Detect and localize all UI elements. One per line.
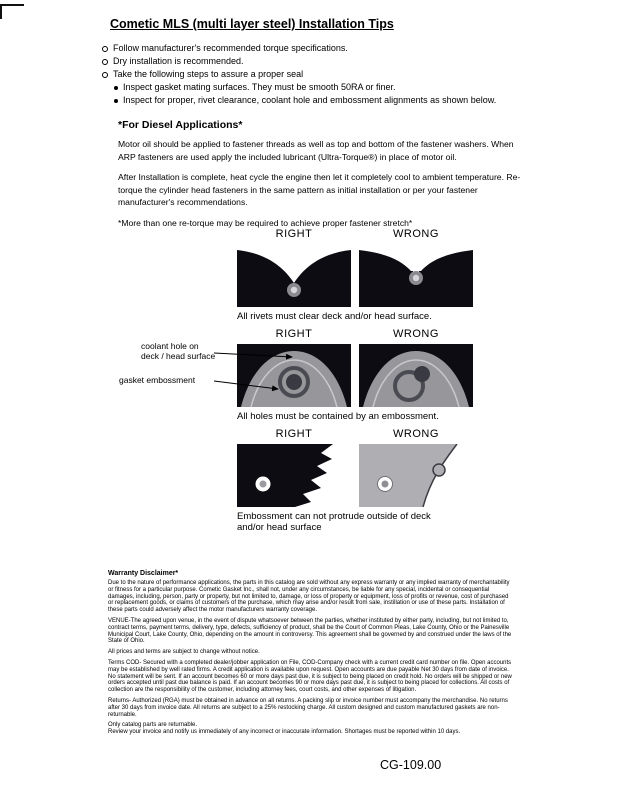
wrong-label-row1: WRONG (393, 228, 439, 240)
hole-containment-wrong-illustration (359, 344, 473, 407)
open-bullet-icon (102, 46, 108, 52)
open-bullet-icon (102, 59, 108, 65)
tip-text: Dry installation is recommended. (113, 56, 244, 66)
rivet-clearance-right-illustration (237, 244, 351, 307)
coolant-hole-icon (414, 366, 430, 382)
rivet-clearance-wrong-illustration (359, 244, 473, 307)
list-item (102, 42, 526, 55)
list-item (102, 68, 526, 81)
list-item (114, 81, 526, 94)
disclaimer-paragraph: Due to the nature of performance applications, the parts in this catalog are sold without any express warranty or any implied warranty of merchantability or fitness for a particular purpose. Cometic Gasket Inc., shall not, under any circumstances, be liable for any special, incidental or consequential damages, including, person, party or property, but not limited to, damage, or loss of property or equipment, loss of profits or revenue, cost of purchased or replacement goods, or claims of customers of the purchase, which may arise and/or result from sale, instillation or use of these parts. Installation of these parts could adversely affect the motor manufacturers warranty coverage. (108, 580, 510, 614)
gasket-embossment-annotation (119, 375, 195, 385)
page-code: CG-109.00 (380, 758, 442, 772)
disclaimer-paragraph: VENUE-The agreed upon venue, in the event of dispute whatsoever between the parties, whether instituted by either party, including, but not limited to, contract terms, payment terms, delivery, type, defects, sufficiency of product, shall be the Court of Common Pleas, Lake County, Ohio or the Painesville Municipal Court, Lake County, Ohio, depending on the amount in controversy. This agreement shall be governed by and construed under the laws of the State of Ohio. (108, 617, 512, 645)
retorque-note: *More than one re-torque may be required to achieve proper fastener stretch* (118, 217, 413, 228)
disclaimer-paragraph: Returns- Authorized (RGA) must be obtained in advance on all returns. A packing slip or invoice number must accompany the merchandise. No returns after 30 days from invoice date. All returns are subject to a 25% restocking charge. All custom designed and custom manufactured gaskets are non-returnable. (108, 697, 508, 718)
annotation-text: gasket embossment (119, 375, 196, 385)
diagram-labels (237, 228, 473, 244)
diagram-rivet-clearance (237, 228, 473, 322)
installation-tips-list (102, 42, 526, 107)
wrong-label-row3: WRONG (393, 428, 439, 440)
disclaimer-heading: Warranty Disclaimer* (108, 570, 179, 577)
open-bullet-icon (102, 72, 108, 78)
installation-tips-sublist (114, 81, 526, 107)
hole-containment-caption: All holes must be contained by an embossment. (237, 411, 439, 422)
right-label-row1: RIGHT (275, 228, 313, 240)
annotation-arrows (214, 348, 300, 396)
annotation-text: coolant hole on (141, 341, 199, 351)
diagram-embossment-protrusion (237, 428, 473, 533)
page-border-corner-mark (0, 4, 24, 19)
coolant-hole-annotation (141, 341, 217, 361)
tip-text: Inspect gasket mating surfaces. They must be smooth 50RA or finer. (123, 82, 396, 92)
right-label-row3: RIGHT (275, 428, 313, 440)
wrong-label-row2: WRONG (393, 328, 439, 340)
disclaimer-paragraph: Terms COD- Secured with a completed dealer/jobber application on File, COD-Company check with a current credit card number on file. Open accounts may be established by well rated firms. A credit application is available upon request. Open accounts are due payable Net 30 days from date of invoice. No statement will be sent. If an account becomes 60 or more days past due, it is subject to being placed on credit hold. No orders will be shipped or new orders accepted until past due balance is paid. If an account becomes 90 or more days past due, it is subject to being placed for collections. All costs of collection are the responsibility of the customer, including attorney fees, court costs, and other expenses of litigation. (108, 659, 512, 694)
arrow-to-embossment-icon (214, 381, 278, 389)
disclaimer-paragraph: Only catalog parts are returnable. (108, 722, 198, 729)
bullet-icon (114, 86, 118, 90)
arrow-to-coolant-hole-icon (214, 353, 292, 357)
protrusion-right-illustration (237, 444, 351, 507)
list-item (102, 55, 526, 68)
rivet-caption: All rivets must clear deck and/or head surface. (237, 311, 432, 322)
protrusion-caption: Embossment can not protrude outside of deck and/or head surface (237, 511, 431, 533)
annotation-text: deck / head surface (141, 351, 216, 361)
protrusion-wrong-illustration (359, 444, 473, 507)
warranty-disclaimer (108, 570, 512, 740)
protruding-embossment-icon (433, 464, 445, 476)
tip-text: Take the following steps to assure a proper seal (113, 69, 304, 79)
bullet-icon (114, 99, 118, 103)
diesel-paragraph-1: Motor oil should be applied to fastener threads as well as top and bottom of the fastener washers. When ARP fasteners are used apply the included lubricant (Ultra-Torque®) in place of motor oil. (118, 139, 514, 162)
diesel-heading: *For Diesel Applications* (118, 119, 243, 131)
diagram-panels (237, 444, 473, 507)
page-title: Cometic MLS (multi layer steel) Installation Tips (110, 17, 394, 31)
list-item (114, 94, 526, 107)
diagram-labels (237, 328, 473, 344)
diesel-paragraph-2: After Installation is complete, heat cycle the engine then let it completely cool to ambient temperature. Re-torque the cylinder head fasteners in the same pattern as initial installation or per your fastener manufacturer's recommendations. (118, 172, 521, 207)
disclaimer-paragraph: Review your invoice and notify us immediately of any incorrect or inaccurate information. Shortages must be reported within 10 days. (108, 729, 461, 736)
disclaimer-paragraph: All prices and terms are subject to change without notice. (108, 649, 260, 656)
diagram-labels (237, 428, 473, 444)
tip-text: Inspect for proper, rivet clearance, coolant hole and embossment alignments as shown below. (123, 95, 497, 105)
tip-text: Follow manufacturer's recommended torque specifications. (113, 43, 348, 53)
diagram-panels (237, 244, 473, 307)
right-label-row2: RIGHT (275, 328, 313, 340)
diesel-applications-section (118, 119, 528, 229)
